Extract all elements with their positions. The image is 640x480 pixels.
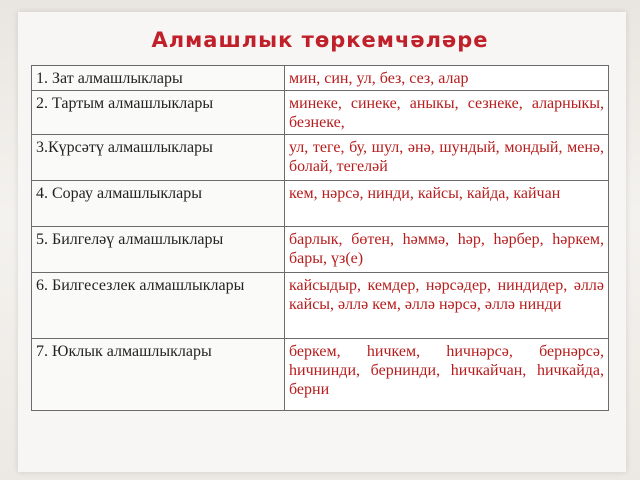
table-row bbox=[32, 66, 609, 91]
category-examples: беркем, һичкем, һичнәрсә, бернәрсә, һичнинди, бернинди, һичкайчан, һичкайда, берни bbox=[285, 339, 609, 411]
table-row bbox=[32, 339, 609, 411]
category-examples: ул, теге, бу, шул, әнә, шундый, мондый, менә, болай, тегеләй bbox=[285, 135, 609, 181]
category-name: 5. Билгеләү алмашлыклары bbox=[32, 227, 285, 273]
category-examples: мин, син, ул, без, сез, алар bbox=[285, 66, 609, 91]
table-row bbox=[32, 181, 609, 227]
category-name: 2. Тартым алмашлыклары bbox=[32, 91, 285, 135]
category-name: 3.Күрсәтү алмашлыклары bbox=[32, 135, 285, 181]
category-examples: кем, нәрсә, нинди, кайсы, кайда, кайчан bbox=[285, 181, 609, 227]
category-examples: минеке, синеке, аныкы, сезнеке, аларныкы, безнеке, bbox=[285, 91, 609, 135]
pronoun-categories-table bbox=[31, 65, 609, 411]
category-examples: барлык, бөтен, һәммә, һәр, һәрбер, һәркем, бары, үз(е) bbox=[285, 227, 609, 273]
table-row bbox=[32, 227, 609, 273]
table-row bbox=[32, 91, 609, 135]
category-name: 1. Зат алмашлыклары bbox=[32, 66, 285, 91]
category-name: 6. Билгесезлек алмашлыклары bbox=[32, 273, 285, 339]
slide-title: Алмашлык төркемчәләре bbox=[151, 28, 489, 52]
category-name: 4. Сорау алмашлыклары bbox=[32, 181, 285, 227]
table-row bbox=[32, 135, 609, 181]
table-row bbox=[32, 273, 609, 339]
category-examples: кайсыдыр, кемдер, нәрсәдер, ниндидер, әллә кайсы, әллә кем, әллә нәрсә, әллә нинди bbox=[285, 273, 609, 339]
category-name: 7. Юклык алмашлыклары bbox=[32, 339, 285, 411]
